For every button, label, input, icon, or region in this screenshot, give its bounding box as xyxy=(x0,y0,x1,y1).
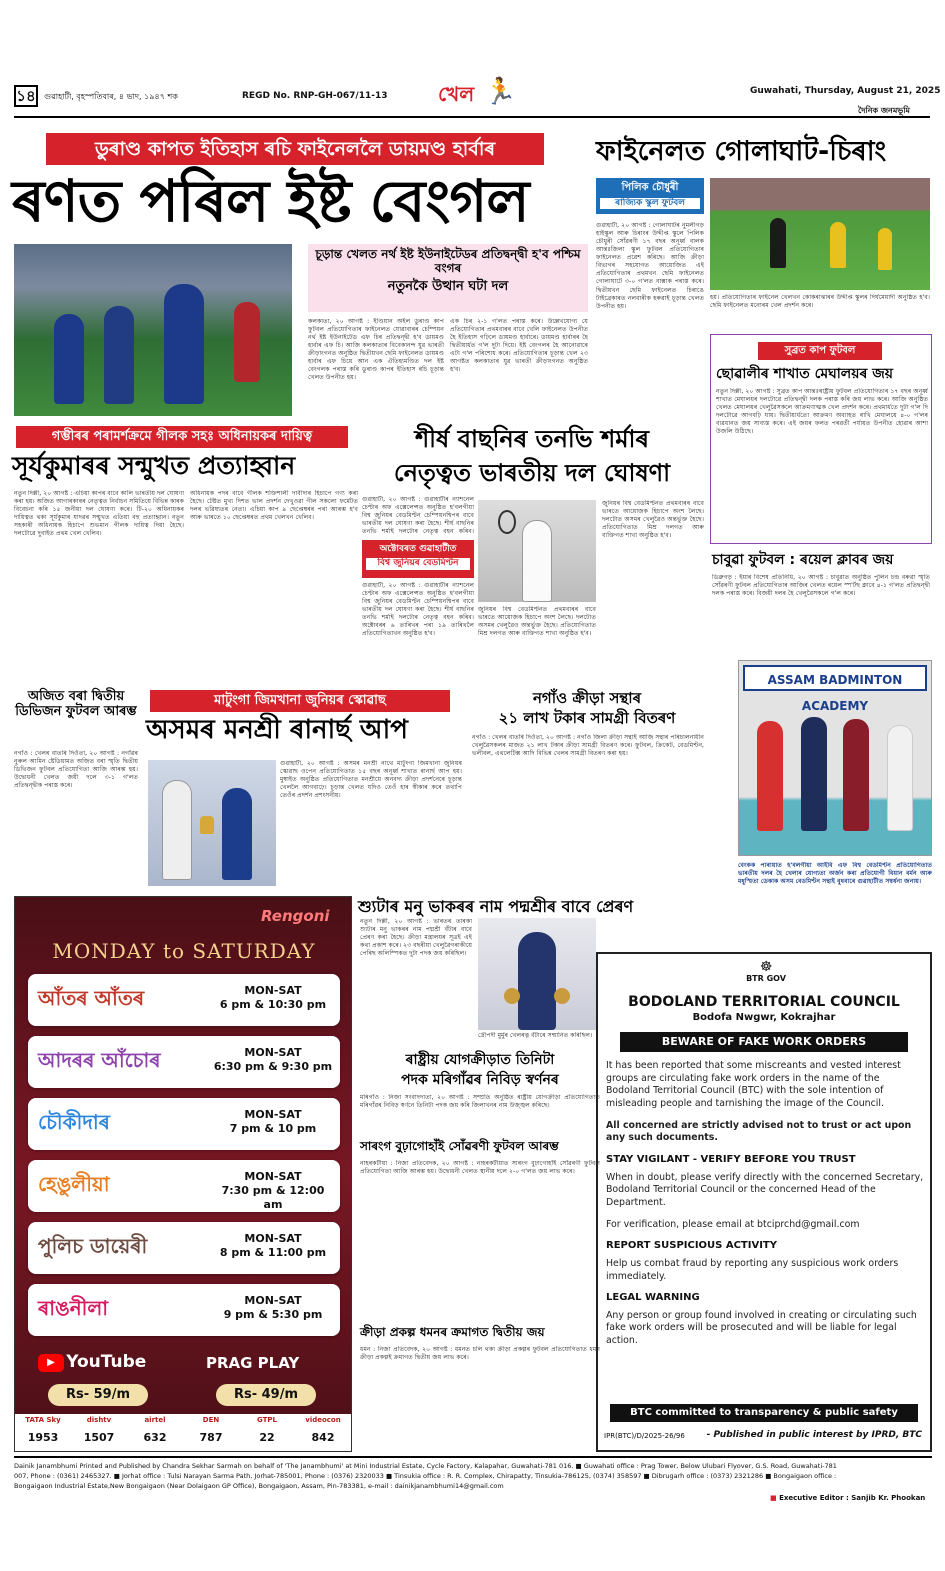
prag-play-logo: PRAG PLAY xyxy=(206,1354,300,1372)
channel-number: 22 xyxy=(259,1430,275,1444)
person-figure xyxy=(843,719,869,831)
goalaghat-photo xyxy=(710,178,930,290)
lead-body-col2: এক চিৰ ২-১ গ'লত পৰাস্ত কৰে। উল্লেখযোগ্য যে প্ৰতিযোগিতাৰ প্ৰথমবাৰৰ বাবে খেলি ফাইনেলত উপনীত হৈ ইতিহাস গঢ়িলে ডায়মণ্ড হাৰ্বাৰে। ডায়মণ্ড হাৰ্বাৰৰ হৈ দ্বিতীয়াৰ্ধত গ'ল দুটা দিয়ে। ইষ্ট বেংগলৰ হৈ আনোৱাৰে এটা গ'ল পৰিশোধ কৰে। প্ৰতিযোগিতাৰ চূড়ান্ত খেল ২৩ আগষ্টত কলকাতাৰ যুৱ ভাৰতী ক্ৰীড়াংগনত অনুষ্ঠিত হ'ব। xyxy=(450,318,588,374)
show-name: চৌকীদাৰ xyxy=(38,1110,110,1134)
tanvi-tag-line2: বিশ্ব জুনিয়ৰ বেডমিণ্টন xyxy=(366,558,470,569)
matunga-headline: অসমৰ মনশ্ৰী ৰানাৰ্ছ আপ xyxy=(146,715,408,745)
lead-headline: ৰণত পৰিল ইষ্ট বেংগল xyxy=(12,167,529,235)
emblem-icon: ☸ xyxy=(759,959,773,975)
dhemaji-headline: ক্ৰীড়া প্ৰকল্প ধমনৰ ক্ৰমাগত দ্বিতীয় জয় xyxy=(360,1325,545,1339)
channel-item xyxy=(239,1416,295,1450)
ajit-body: নগাঁও : খেলৰ বাতৰি দিওঁতা, ২০ আগষ্ট : নগাঁৱৰ নুৰুল আমিন ষ্টেডিয়ামত অজিত বৰা স্মৃতি দ্বিতীয় ডিভিজন ফুটবল প্ৰতিযোগিতা আজি আৰম্ভ হয়। উদ্বোধনী খেলত জয়ী দলে ৩-১ গ'লত প্ৰতিদ্বন্দ্বীক পৰাস্ত কৰে। xyxy=(14,750,138,790)
show-days: MON-SAT xyxy=(244,1046,302,1059)
channel-name: DEN xyxy=(202,1416,220,1424)
show-time: 7:30 pm & 12:00 am xyxy=(221,1184,325,1211)
executive-editor xyxy=(770,1494,925,1503)
btc-published: - Published in public interest by IPRD, BTC xyxy=(706,1430,922,1440)
executive-editor-text: Executive Editor : Sanjib Kr. Phookan xyxy=(779,1494,926,1502)
channel-strip xyxy=(15,1414,351,1451)
dhemaji-body: ধমন : নিজা প্ৰতিবেদক, ২০ আগষ্ট : ধমনত চলি থকা ক্ৰীড়া প্ৰকল্পৰ ফুটবল প্ৰতিযোগিতাত ধমন ক্ৰীড়া প্ৰকল্পই ক্ৰমাগত দ্বিতীয় জয় লাভ কৰে। xyxy=(360,1346,600,1362)
btc-paragraph-email: For verification, please email at btciprchd@gmail.com xyxy=(606,1218,860,1230)
tanvi-tag-line1: অক্টোবৰত গুৱাহাটীত xyxy=(379,544,457,554)
rengoni-logo: Rengoni xyxy=(261,907,330,925)
tanvi-photo xyxy=(478,500,596,602)
imprint-rule xyxy=(14,1456,932,1458)
sarbang-headline: সাৰংগ বুঢ়াগোহাঁই সোঁৱৰণী ফুটবল আৰম্ভ xyxy=(360,1139,559,1153)
goalaghat-tag-line1: পিলিক চৌধুৰী xyxy=(621,182,679,193)
tanvi-body-col1: গুৱাহাটী, ২০ আগষ্ট : গুৱাহাটীৰ ন্যাশনেল চেণ্টাৰ অফ এক্সেলেন্সত অনুষ্ঠিত হ'বলগীয়া বিশ্ব জুনিয়ৰ বেডমিণ্টন চেম্পিয়নশ্বিপৰ বাবে ভাৰতীয় দল ঘোষণা কৰা হৈছে। শীৰ্ষ বাছনিৰ তনভি শৰ্মাই দলটোৰ নেতৃত্ব বহন কৰিব। অক্টোবৰৰ ৬ তাৰিখৰ পৰা ১৯ তাৰিখলৈ প্ৰতিযোগিতাখন অনুষ্ঠিত হ'ব। xyxy=(362,582,474,638)
person-figure xyxy=(222,788,252,880)
imprint-line-1: Dainik Janambhumi Printed and Published by Chandra Sekhar Sarmah on behalf of 'The Janambhumi' at Mini Industrial Estate, Cycle Factory, Kalapahar, Guwahati-781 016. ■ Guwahati office : Prag Tower, Below Ulubari Flyover, G.S. Road, Guwahati-781 xyxy=(14,1462,837,1470)
channel-name: airtel xyxy=(144,1416,166,1424)
masthead-paper-name: দৈনিক জনমভূমি xyxy=(858,106,910,115)
medal-icon xyxy=(554,988,570,1004)
lead-photo xyxy=(14,244,292,416)
channel-name: videocon xyxy=(305,1416,341,1424)
btc-heading-vigilant: STAY VIGILANT - VERIFY BEFORE YOU TRUST xyxy=(606,1154,856,1166)
lead-kicker: ডুৰাণ্ড কাপত ইতিহাস ৰচি ফাইনেললৈ ডায়মণ্ড হাৰ্বাৰ xyxy=(46,133,544,165)
ajit-headline: অজিত বৰা দ্বিতীয় ডিভিজন ফুটবল আৰম্ভ xyxy=(15,689,137,719)
player-figure xyxy=(878,228,892,270)
sarbang-body: নাহৰকটীয়া : নিজা প্ৰতিবেদক, ২০ আগষ্ট : নাহৰকটীয়াত সাৰংগ বুঢ়াগোহাঁই সোঁৱৰণী ফুটবল প্ৰতিযোগিতা আজি আৰম্ভ হয়। উদ্বোধনী খেলত স্থানীয় দলে ২-০ গ'লত জয় লাভ কৰে। xyxy=(360,1160,600,1176)
channel-item xyxy=(295,1416,351,1450)
channel-name: GTPL xyxy=(257,1416,277,1424)
btc-ref: IPR(BTC)/D/2025-26/96 xyxy=(604,1432,685,1440)
racket-icon xyxy=(498,510,516,534)
person-figure xyxy=(162,780,192,880)
btc-paragraph-1: It has been reported that some miscreants and vested interest groups are circulating fake work orders in the name of the Bodoland Territorial Council (BTC) with the sole intention of misleading people and tarnishing the image of the Council. xyxy=(606,1060,901,1110)
show-row xyxy=(28,1160,340,1212)
rengoni-title: MONDAY to SATURDAY xyxy=(52,939,316,963)
bullet-icon: ■ xyxy=(770,1494,780,1502)
badminton-caption: বেংকক পাৰায়াত হ'বলগীয়া আইবি এফ বিশ্ব বেডমিণ্টন প্ৰতিযোগিতাত ভাৰতীয় দলৰ হৈ খেলাৰ যোগ্যতা অৰ্জন কৰা প্ৰতিযোগী বিয়ান বৰ্মন আৰু মধুস্মিতা ডেকাক অসম বেডমিণ্টন সন্থাই বুধবাৰে গুৱাহাটীত সম্বৰ্ধনা জনায়। xyxy=(738,862,932,886)
youtube-label: YouTube xyxy=(66,1352,147,1372)
person-figure xyxy=(887,725,913,831)
lead-subhead-box xyxy=(308,244,588,312)
manu-body: নতুন দিল্লী, ২০ আগষ্ট : ভাৰতৰ তাৰকা শ্যুটাৰ মনু ভাকৰৰ নাম পদ্মশ্ৰী বঁটাৰ বাবে প্ৰেৰণ কৰা হৈছে। ক্ৰীড়া মন্ত্ৰালয়ৰ সূত্ৰই এই কথা প্ৰকাশ কৰে। ২৩ বছৰীয়া খেলুৱৈগৰাকীয়ে পেৰিছ অলিম্পিকত দুটা পদক জয় কৰিছিল। xyxy=(360,918,472,958)
person-figure xyxy=(801,717,827,831)
badminton-banner: ASSAM BADMINTON ACADEMY xyxy=(743,665,927,691)
nagaon-body: নগাঁও : খেলৰ বাতৰি দিওঁতা, ২০ আগষ্ট : নগাঁও জিলা ক্ৰীড়া সন্থাই আজি সন্থাৰ পৰিচালনাধীন খেলুৱৈসকলৰ মাজত ২১ লাখ টকাৰ ক্ৰীড়া সামগ্ৰী বিতৰণ কৰে। ফুটবল, ক্ৰিকেট, বেডমিণ্টন, ভলীবল, এথলেটিক্স আদি বিভিন্ন খেলৰ সামগ্ৰী বিতৰণ কৰা হয়। xyxy=(472,734,704,758)
medal-icon xyxy=(504,988,520,1004)
show-name: ৰাঙনীলা xyxy=(38,1296,109,1320)
youtube-price: Rs- 59/m xyxy=(48,1384,148,1406)
tanvi-headline-2: নেতৃত্বত ভাৰতীয় দল ঘোষণা xyxy=(393,459,671,487)
goalaghat-body: গুৱাহাটী, ২০ আগষ্ট : গোলাঘাটৰ নুমলীগড় হাইস্কুল আৰু চিৰাংৰ উদ্দীপ্ত স্কুলে পিলিক চৌধুৰী সোঁৱৰণী ১৭ বছৰ অনূৰ্ধ্ব বালক আন্তঃজিলা স্কুল ফুটবল প্ৰতিযোগিতাৰ ফাইনেলত প্ৰৱেশ কৰিছে। আজি ক্ৰীড়া বিভাগৰ সহযোগত আয়োজিত এই প্ৰতিযোগিতাৰ প্ৰথমখন ছেমি ফাইনেলত গোলাঘাটে ৩-০ গ'লত বাক্সাক পৰাস্ত কৰে। দ্বিতীয়খন ছেমি ফাইনেলত চিৰাঙে টাইব্ৰেকাৰত নলবাৰীক হৰুৱাই চূড়ান্ত খেলত উপনীত হয়। xyxy=(596,222,704,310)
masthead-regd: REGD No. RNP-GH-067/11-13 xyxy=(242,91,388,101)
masthead-rule xyxy=(14,116,930,118)
goalaghat-tag xyxy=(596,178,704,214)
matunga-kicker: মাটুংগা জিমখানা জুনিয়ৰ স্কোৱাছ xyxy=(150,690,450,712)
btc-paragraph-2: All concerned are strictly advised not to trust or act upon any such documents. xyxy=(606,1119,912,1144)
tanvi-body-col3: জুনিয়ৰ বিশ্ব বেডমিণ্টনত প্ৰথমবাৰৰ বাবে ভাৰতে আয়োজক হিচাপে অংশ লৈছে। দলটোত অসমৰ খেলুৱৈও অন্তৰ্ভুক্ত হৈছে। প্ৰতিযোগিতাত মিশ্ৰ দলগত আৰু ব্যক্তিগত শাখা অনুষ্ঠিত হ'ব। xyxy=(602,500,704,540)
subroto-headline: ছোৱালীৰ শাখাত মেঘালয়ৰ জয় xyxy=(716,366,894,382)
btc-paragraph-3: When in doubt, please verify directly with the concerned Secretary, Bodoland Territorial Council or the concerned Head of the Department. xyxy=(606,1171,924,1208)
show-time: 7 pm & 10 pm xyxy=(229,1122,317,1135)
goalaghat-caption: হয়। প্ৰতিযোগিতাৰ ফাইনেল খেলখন কোকৰাঝাৰৰ উদ্দীপ্ত স্কুলৰ দিৰ্ঘমেয়াদী অনুষ্ঠিত হ'ব। ছেমি ফাইনেলত মনোৰম খেল প্ৰদৰ্শন কৰে। xyxy=(710,294,930,310)
show-row xyxy=(28,1222,340,1274)
lead-body-col1: কলকাতা, ২০ আগষ্ট : ইণ্ডিয়ান অইল ডুৰাণ্ড কাপ ফুটবল প্ৰতিযোগিতাৰ ফাইনেলত যোৱাবাৰৰ চেম্পিয়ন নৰ্থ ইষ্ট ইউনাইটেড এফ চিৰ প্ৰতিদ্বন্দ্বী হ'ব ডায়মণ্ড হাৰ্বাৰ এফ চি। আজি কলকাতাৰ বিবেকানন্দ যুৱ ভাৰতী ক্ৰীড়াংগনত অনুষ্ঠিত দ্বিতীয়খন ছেমি ফাইনেলত ডায়মণ্ড হাৰ্বাৰ এফ চিয়ে আন এক ঐতিহ্যমণ্ডিত দল ইষ্ট বেংগলক পৰাস্ত কৰি ডুৰাণ্ড কাপৰ ইতিহাস ৰচি চূড়ান্ত খেলত উপনীত হয়। xyxy=(308,318,444,382)
channel-number: 1953 xyxy=(27,1430,59,1444)
btc-body xyxy=(606,1060,924,1357)
show-name: হেঙুলীয়া xyxy=(38,1172,110,1196)
matunga-body: গুৱাহাটী, ২০ আগষ্ট : অসমৰ মনশ্ৰী নাথে মাটুংগা জিমখানা জুনিয়ৰ স্কোৱাছ ওপেন প্ৰতিযোগিতাত ১৫ বছৰ অনূৰ্ধ্ব শাখাত ৰানাৰ্ছ আপ হয়। মুম্বাইত অনুষ্ঠিত প্ৰতিযোগিতাত মনশ্ৰীয়ে অনবদ্য ক্ৰীড়া প্ৰদৰ্শনেৰে চূড়ান্ত খেললৈ আগবাঢ়ে। চূড়ান্ত খেলত যদিও তেওঁ হাৰ স্বীকাৰ কৰে তথাপি তেওঁৰ প্ৰদৰ্শন প্ৰশংসনীয়। xyxy=(280,760,462,800)
page-number: ১৪ xyxy=(14,85,38,107)
show-row xyxy=(28,1098,340,1150)
trophy-icon xyxy=(200,816,214,834)
player-figure xyxy=(522,520,552,602)
show-name: আদৰৰ আঁচোৰ xyxy=(38,1048,161,1072)
yoga-body: মৰিগাঁও : নিজা সংবাদদাতা, ২০ আগষ্ট : সম্প্ৰতি অনুষ্ঠিত ৰাষ্ট্ৰীয় যোগক্ৰীড়া প্ৰতিযোগিতাত মৰিগাঁৱৰ নিবিড় স্বৰ্ণনে তিনিটা পদক জয় কৰি জিলাখনৰ নাম উজ্জ্বল কৰিছে। xyxy=(360,1094,600,1110)
manu-headline: শ্যুটাৰ মনু ভাকৰৰ নাম পদ্মশ্ৰীৰ বাবে প্ৰেৰণ xyxy=(358,897,634,916)
show-row xyxy=(28,1284,340,1336)
channel-name: dishtv xyxy=(86,1416,112,1424)
btc-paragraph-6: Any person or group found involved in creating or circulating such fake work orders will be prosecuted and will be liable for legal action. xyxy=(606,1309,917,1347)
player-figure xyxy=(830,222,846,268)
channel-number: 1507 xyxy=(83,1430,115,1444)
masthead-date-english: Guwahati, Thursday, August 21, 2025 xyxy=(750,86,941,96)
lead-subhead-2: নতুনকৈ উত্থান ঘটা দল xyxy=(387,278,509,294)
btc-logo xyxy=(738,960,794,988)
channel-item xyxy=(183,1416,239,1450)
prag-play-price: Rs- 49/m xyxy=(216,1384,316,1406)
btc-footer-bar: BTC committed to transparency & public safety xyxy=(610,1404,918,1422)
channel-number: 632 xyxy=(143,1430,167,1444)
chabua-body: ডিব্ৰুগড় : ইয়াৰ বিশেষ প্ৰতিনিধি, ২০ আগষ্ট : চাবুৱাত অনুষ্ঠিত পুলিন চন্দ্ৰ বৰুৱা স্মৃতি সোঁৱৰণী ফুটবল প্ৰতিযোগিতাৰ আজিৰ খেলত ৰয়েল স্প'ৰ্টছ ক্লাবে ৪-১ গ'লত প্ৰতিদ্বন্দ্বী দলক পৰাস্ত কৰে। বিজয়ী দলৰ হৈ খেলুৱৈসকলে গ'ল কৰে। xyxy=(712,574,930,598)
btc-logo-text: BTR GOV xyxy=(746,974,786,983)
channel-number: 842 xyxy=(311,1430,335,1444)
goalaghat-tag-line2: ৰাজ্যিক স্কুল ফুটবল xyxy=(600,198,700,209)
youtube-icon: ▶ xyxy=(38,1354,64,1372)
subroto-body: নতুন দিল্লী, ২০ আগষ্ট : সুব্ৰত কাপ আন্তঃৰাষ্ট্ৰীয় ফুটবল প্ৰতিযোগিতাৰ ১৭ বছৰ অনূৰ্ধ্ব শাখাত মেঘালয়ৰ দলটোৱে প্ৰতিদ্বন্দ্বী দলক পৰাস্ত কৰি জয় লাভ কৰে। আজি অনুষ্ঠিত খেলত মেঘালয়ৰ খেলুৱৈসকলে আক্ৰমণাত্মক খেল প্ৰদৰ্শন কৰে। প্ৰথমাৰ্ধতে দুটা গ'ল দি দলটোৱে আগবঢ়ি যায়। দ্বিতীয়াৰ্ধতো আক্ৰমণ অব্যাহত ৰাখি মেঘালয়ে ৪-০ গ'লৰ ব্যৱধানত জয় সাব্যস্ত কৰে। এই জয়ৰ ফলত পৰৱৰ্তী পৰ্যায়ত উপনীত হোৱাৰ আশা উজলি উঠিছে। xyxy=(716,388,928,436)
show-time: 9 pm & 5:30 pm xyxy=(223,1308,323,1321)
channel-item xyxy=(127,1416,183,1450)
surya-body-col1: নতুন দিল্লী, ২০ আগষ্ট : এচিয়া কাপৰ বাবে কালি ভাৰতীয় দল ঘোষণা কৰা হয়। অজিত আগাৰকাৰৰ নেতৃত্বত নিৰ্বাচন সমিতিয়ে বিভিন্ন কাৰক বিবেচনা কৰি ১৫ জনীয়া দল ঘোষণা কৰে। টি-২০ অধিনায়কৰ দায়িত্বত থকা সূৰ্যকুমাৰ যাদৱৰ সন্মুখত এতিয়া বহু প্ৰত্যাহ্বান। নতুন সহকাৰী অধিনায়ক হিচাপে শুভমান গীলক দায়িত্ব দিয়া হৈছে। দলটোৱে দুবাইত প্ৰথম খেল খেলিব। xyxy=(14,490,184,538)
tanvi-headline-1: শীৰ্ষ বাছনিৰ তনভি শৰ্মাৰ xyxy=(414,425,649,453)
matunga-photo xyxy=(148,760,276,886)
show-days: MON-SAT xyxy=(244,1170,302,1183)
person-figure xyxy=(757,721,783,831)
channel-name: TATA Sky xyxy=(25,1416,61,1424)
btc-warning: BEWARE OF FAKE WORK ORDERS xyxy=(620,1032,908,1052)
yoga-headline-1: ৰাষ্ট্ৰীয় যোগক্ৰীড়াত তিনিটা xyxy=(405,1052,555,1068)
imprint-line-3: Bongaigaon Industrial Estate,New Bongaigaon (Near Dolaigaon GP Office), Bongaigaon, Assam, Pin-783381, e-mail : dainikjanambhumi14@gmail.com xyxy=(14,1482,504,1490)
masthead-date-assamese: গুৱাহাটী, বৃহস্পতিবাৰ, ৪ ভাদ, ১৯৪৭ শক xyxy=(44,92,178,101)
show-name: পুলিচ ডায়েৰী xyxy=(38,1234,148,1258)
player-figure xyxy=(164,284,204,404)
goalaghat-headline: ফাইনেলত গোলাঘাট-চিৰাং xyxy=(596,136,887,167)
surya-body-col2: অধিনায়ক পদৰ বাবে গীলক শক্তিশালী দাবীদাৰ হিচাপে গণ্য কৰা হৈছে। টেষ্টত মুখ্য দিশত ভাল প্ৰদৰ্শন দেখুওৱা গীল সকলো ফৰ্মেটত দলৰ ভৱিষ্যতৰ নেতা। এচিয়া কাপ ৯ ছেপ্তেম্বৰৰ পৰা আৰম্ভ হ'ব আৰু ভাৰতে ১০ ছেপ্তেম্বৰত প্ৰথম খেলখন খেলিব। xyxy=(190,490,358,522)
player-figure xyxy=(234,302,260,382)
player-figure xyxy=(54,314,84,404)
manu-caption: দ্ৰৌপদী মুৰ্মুৰ খেলৰত্ন বঁটাৰে সন্মানিত কৰিছিল। xyxy=(478,1032,593,1039)
subroto-tag: সুব্ৰত কাপ ফুটবল xyxy=(758,342,882,360)
show-time: 6 pm & 10:30 pm xyxy=(219,998,327,1011)
show-days: MON-SAT xyxy=(244,1108,302,1121)
section-logo-text: খেল xyxy=(438,82,475,106)
player-figure xyxy=(104,306,134,404)
show-days: MON-SAT xyxy=(244,1294,302,1307)
channel-number: 787 xyxy=(199,1430,223,1444)
runner-icon: 🏃 xyxy=(484,77,517,107)
surya-kicker: গম্ভীৰৰ পৰামৰ্শক্ৰমে গীলক সহঃ অধিনায়কৰ দায়িত্ব xyxy=(16,426,348,448)
surya-headline: সূৰ্যকুমাৰৰ সন্মুখত প্ৰত্যাহ্বান xyxy=(12,451,296,480)
tanvi-body-dateline: গুৱাহাটী, ২০ আগষ্ট : গুৱাহাটীৰ ন্যাশনেল চেণ্টাৰ অফ এক্সেলেন্সত অনুষ্ঠিত হ'বলগীয়া বিশ্ব জুনিয়ৰ বেডমিণ্টন চেম্পিয়নশ্বিপৰ বাবে ভাৰতীয় দল ঘোষণা কৰা হৈছে। শীৰ্ষ বাছনিৰ তনভি শৰ্মাই দলটোৰ নেতৃত্ব বহন কৰিব। xyxy=(362,496,474,536)
show-time: 8 pm & 11:00 pm xyxy=(219,1246,327,1259)
btc-heading-report: REPORT SUSPICIOUS ACTIVITY xyxy=(606,1240,777,1252)
show-days: MON-SAT xyxy=(244,1232,302,1245)
channel-item xyxy=(15,1416,71,1450)
person-figure xyxy=(518,932,556,1030)
btc-paragraph-5: Help us combat fraud by reporting any suspicious work orders immediately. xyxy=(606,1257,899,1282)
show-row xyxy=(28,1036,340,1088)
btc-title: BODOLAND TERRITORIAL COUNCIL xyxy=(628,994,900,1010)
section-logo xyxy=(432,76,517,112)
tanvi-tag xyxy=(362,540,474,578)
chabua-headline: চাবুৱা ফুটবল : ৰয়েল ক্লাবৰ জয় xyxy=(712,552,894,568)
nagaon-headline-1: নগাঁও ক্ৰীড়া সন্থাৰ xyxy=(532,689,642,707)
btc-heading-legal: LEGAL WARNING xyxy=(606,1292,700,1304)
btc-ad xyxy=(596,952,932,1452)
lead-subhead: চূড়ান্ত খেলত নৰ্থ ইষ্ট ইউনাইটেডৰ প্ৰতিদ্বন্দ্বী হ'ব পশ্চিম বংগৰ xyxy=(315,247,581,275)
tanvi-body-col2: জুনিয়ৰ বিশ্ব বেডমিণ্টনত প্ৰথমবাৰৰ বাবে ভাৰতে আয়োজক হিচাপে অংশ লৈছে। দলটোত অসমৰ খেলুৱৈও অন্তৰ্ভুক্ত হৈছে। প্ৰতিযোগিতাত মিশ্ৰ দলগত আৰু ব্যক্তিগত শাখা অনুষ্ঠিত হ'ব। xyxy=(478,606,596,638)
btc-subtitle: Bodofa Nwgwr, Kokrajhar xyxy=(692,1012,836,1023)
player-figure xyxy=(770,218,786,268)
show-row xyxy=(28,974,340,1026)
show-name: আঁতৰ আঁতৰ xyxy=(38,986,145,1010)
show-days: MON-SAT xyxy=(244,984,302,997)
badminton-photo xyxy=(738,660,932,856)
show-time: 6:30 pm & 9:30 pm xyxy=(213,1060,333,1073)
channel-item xyxy=(71,1416,127,1450)
yoga-headline-2: পদক মৰিগাঁৱৰ নিবিড় স্বৰ্ণনৰ xyxy=(401,1072,559,1088)
manu-photo xyxy=(478,918,596,1030)
youtube-logo xyxy=(38,1352,158,1378)
nagaon-headline-2: ২১ লাখ টকাৰ সামগ্ৰী বিতৰণ xyxy=(498,709,676,727)
imprint-line-2: 007, Phone : (0361) 2465327. ■ Jorhat office : Tulsi Narayan Sarma Path, Jorhat-785001, Phone : (0376) 2320033 ■ Tinsukia office : R. R. Complex, Chirapatty, Tinsukia-786125, (0374) 358597 ■ Dibrugarh office : (0373) 2321286 ■ Bongaigaon office : xyxy=(14,1472,837,1480)
